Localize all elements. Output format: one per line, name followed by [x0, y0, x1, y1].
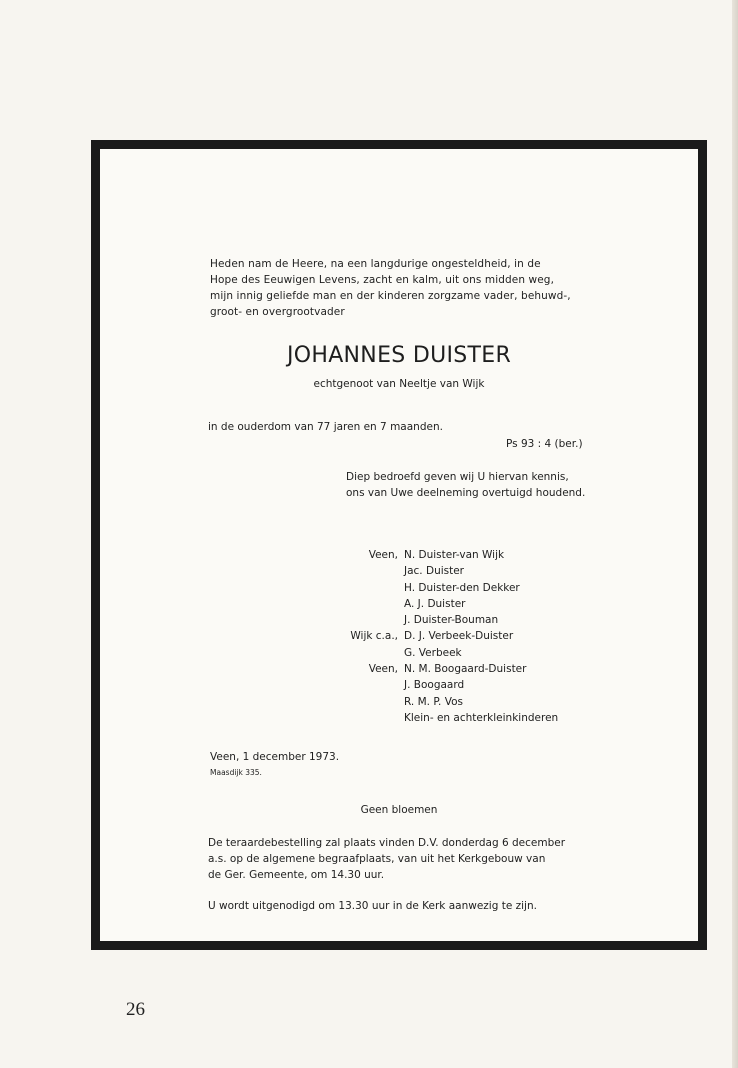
family-place [322, 677, 404, 693]
family-place [322, 710, 404, 726]
intro-line: groot- en overgrootvader [210, 306, 345, 318]
family-place [322, 612, 404, 628]
family-name: J. Boogaard [404, 679, 465, 692]
funeral-paragraph [208, 835, 594, 883]
death-announcement-card [91, 140, 707, 950]
funeral-line: de Ger. Gemeente, om 14.30 uur. [208, 869, 385, 881]
family-name: A. J. Duister [404, 597, 466, 610]
notice-line: ons van Uwe deelneming overtuigd houdend. [346, 487, 586, 499]
funeral-line: a.s. op de algemene begraafplaats, van uit het Kerkgebouw van [208, 853, 546, 865]
family-name: N. M. Boogaard-Duister [404, 663, 527, 676]
family-row [322, 645, 558, 661]
family-place: Veen, [368, 549, 398, 561]
family-row [322, 612, 558, 628]
family-place [322, 563, 404, 579]
family-name: H. Duister-den Dekker [404, 581, 520, 594]
family-row [322, 677, 558, 693]
family-name: Jac. Duister [404, 565, 465, 578]
psalm-reference: Ps 93 : 4 (ber.) [506, 438, 583, 450]
family-name: Klein- en achterkleinkinderen [404, 711, 559, 724]
page-edge [732, 0, 738, 1068]
intro-line: Heden nam de Heere, na een langdurige ongesteldheid, in de [210, 258, 541, 270]
intro-paragraph [210, 256, 590, 320]
spouse-line: echtgenoot van Neeltje van Wijk [313, 378, 485, 390]
funeral-line: De teraardebestelling zal plaats vinden D.V. donderdag 6 december [208, 837, 566, 849]
date-place: Veen, 1 december 1973. [210, 751, 340, 763]
intro-line: mijn innig geliefde man en der kinderen zorgzame vader, behuwd-, [210, 290, 571, 302]
family-row [322, 710, 558, 726]
family-name: D. J. Verbeek-Duister [404, 630, 514, 643]
family-row [322, 628, 558, 644]
family-list [322, 547, 558, 726]
family-name: J. Duister-Bouman [404, 614, 499, 627]
invitation-line: U wordt uitgenodigd om 13.30 uur in de Kerk aanwezig te zijn. [208, 900, 537, 912]
family-row [322, 661, 558, 677]
family-name: N. Duister-van Wijk [404, 549, 505, 561]
family-row [322, 694, 558, 710]
family-name: R. M. P. Vos [404, 695, 463, 708]
family-row [322, 596, 558, 612]
family-place [322, 596, 404, 612]
intro-line: Hope des Eeuwigen Levens, zacht en kalm, uit ons midden weg, [210, 274, 555, 286]
family-row [322, 580, 558, 596]
no-flowers-line: Geen bloemen [360, 804, 438, 816]
family-row [322, 547, 558, 563]
family-place [322, 694, 404, 710]
family-place [322, 580, 404, 596]
notice-line: Diep bedroefd geven wij U hiervan kennis, [346, 471, 569, 483]
address: Maasdijk 335. [210, 768, 262, 777]
age-line: in de ouderdom van 77 jaren en 7 maanden. [208, 421, 443, 433]
family-place [322, 645, 404, 661]
family-row [322, 563, 558, 579]
family-place: Veen, [368, 663, 398, 676]
deceased-name: JOHANNES DUISTER [286, 343, 512, 368]
family-name: G. Verbeek [404, 646, 462, 659]
page-number: 26 [126, 999, 145, 1020]
family-place: Wijk c.a., [350, 630, 398, 643]
notice-paragraph [346, 469, 606, 501]
